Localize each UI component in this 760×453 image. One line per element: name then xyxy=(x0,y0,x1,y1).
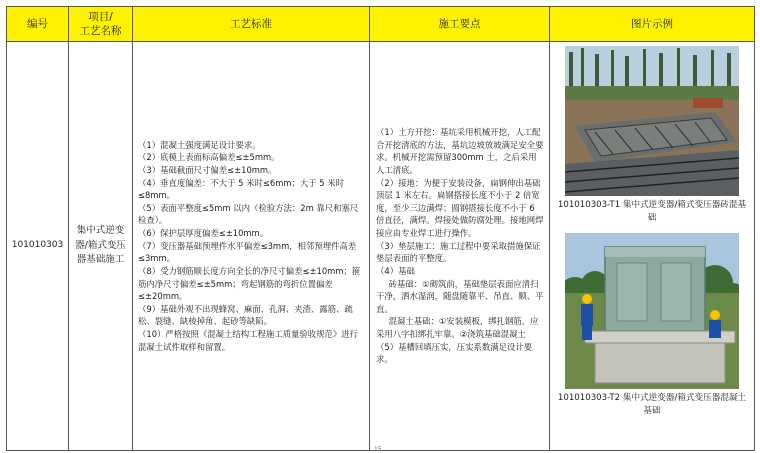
image-caption-1: 101010303-T1 集中式逆变器/箱式变压器砖混基础 xyxy=(557,200,747,223)
page-number: 15 xyxy=(374,446,382,453)
images-cell xyxy=(550,42,755,451)
brick-foundation-photo xyxy=(565,46,739,196)
header-name: 项目/ 工艺名称 xyxy=(69,7,133,42)
standard-item: （6）保护层厚度偏差≤±10mm。 xyxy=(138,228,269,239)
points-cell xyxy=(370,42,550,451)
header-code: 编号 xyxy=(7,7,69,42)
table-header-row xyxy=(7,7,755,42)
row-name: 集中式逆变器/箱式变压器基础施工 xyxy=(69,42,133,451)
point-item: （4）基础 xyxy=(376,265,415,276)
point-item: （5）基槽回填压实，压实系数满足设计要求。 xyxy=(376,341,533,365)
point-item: （1）土方开挖：基坑采用机械开挖，人工配合开挖清底的方法，基坑边坡放坡满足安全要求。机械开挖需预留300mm 土，之后采用人工清底。 xyxy=(376,127,544,176)
standard-item: （9）基础外观不出现蜂窝、麻面、孔洞、夹渣、露筋、疏松、裂缝、缺棱掉角、起砂等缺陷。 xyxy=(138,303,353,327)
row-code: 101010303 xyxy=(7,42,69,451)
image-caption-2: 101010303-T2 集中式逆变器/箱式变压器混凝土基础 xyxy=(557,392,747,416)
standard-item: （8）受力钢筋顺长度方向全长的净尺寸偏差≤±10mm；箍筋内净尺寸偏差≤±5mm；弯起钢筋的弯折位置偏差≤±20mm。 xyxy=(138,265,361,302)
header-standard: 工艺标准 xyxy=(133,7,370,42)
standard-item: （3）基础截面尺寸偏差≤±10mm。 xyxy=(138,165,277,176)
table-row xyxy=(7,42,755,451)
standard-cell xyxy=(133,42,370,451)
standard-item: （5）表面平整度≤5mm 以内（检验方法：2m 靠尺和塞尺检查）。 xyxy=(138,202,359,226)
standard-item: （7）变压器基础预埋件水平偏差≤3mm，相邻预埋件高差≤3mm。 xyxy=(138,240,357,264)
standard-item: （2）底模上表面标高偏差≤±5mm。 xyxy=(138,152,280,163)
concrete-foundation-photo xyxy=(565,233,739,389)
header-examples: 图片示例 xyxy=(550,7,755,42)
point-item: （2）接地：为便于安装设备，扁钢伸出基础顶层 1 米左右。扁钢搭接长度不小于 2 倍宽度，至少三边满焊；圆钢搭接长度不小于 6 倍直径，满焊。焊接处做防腐处理。接地网焊接应由专业焊工进行操作。 xyxy=(376,177,544,239)
process-table xyxy=(6,6,755,451)
standard-item: （1）混凝土强度满足设计要求。 xyxy=(138,139,261,150)
point-item: 砖基础：①砌筑前，基础垫层表面应清扫干净，洒水湿润，随盘随靠平、吊直、顺、平直。 xyxy=(376,278,544,314)
header-points: 施工要点 xyxy=(370,7,550,42)
point-item: （3）垫层施工：施工过程中要采取措施保证垫层表面的平整度。 xyxy=(376,240,541,264)
point-item: 混凝土基础：①安装模板，绑扎钢筋，应采用八字扣绑扎牢靠。②浇筑基础混凝土 xyxy=(376,316,539,339)
standard-item: （4）垂直度偏差：不大于 5 米时≤6mm；大于 5 米时≤8mm。 xyxy=(138,177,345,201)
standard-item: （10）严格按照《混凝土结构工程施工质量验收规范》进行混凝土试件取样和留置。 xyxy=(138,328,359,352)
